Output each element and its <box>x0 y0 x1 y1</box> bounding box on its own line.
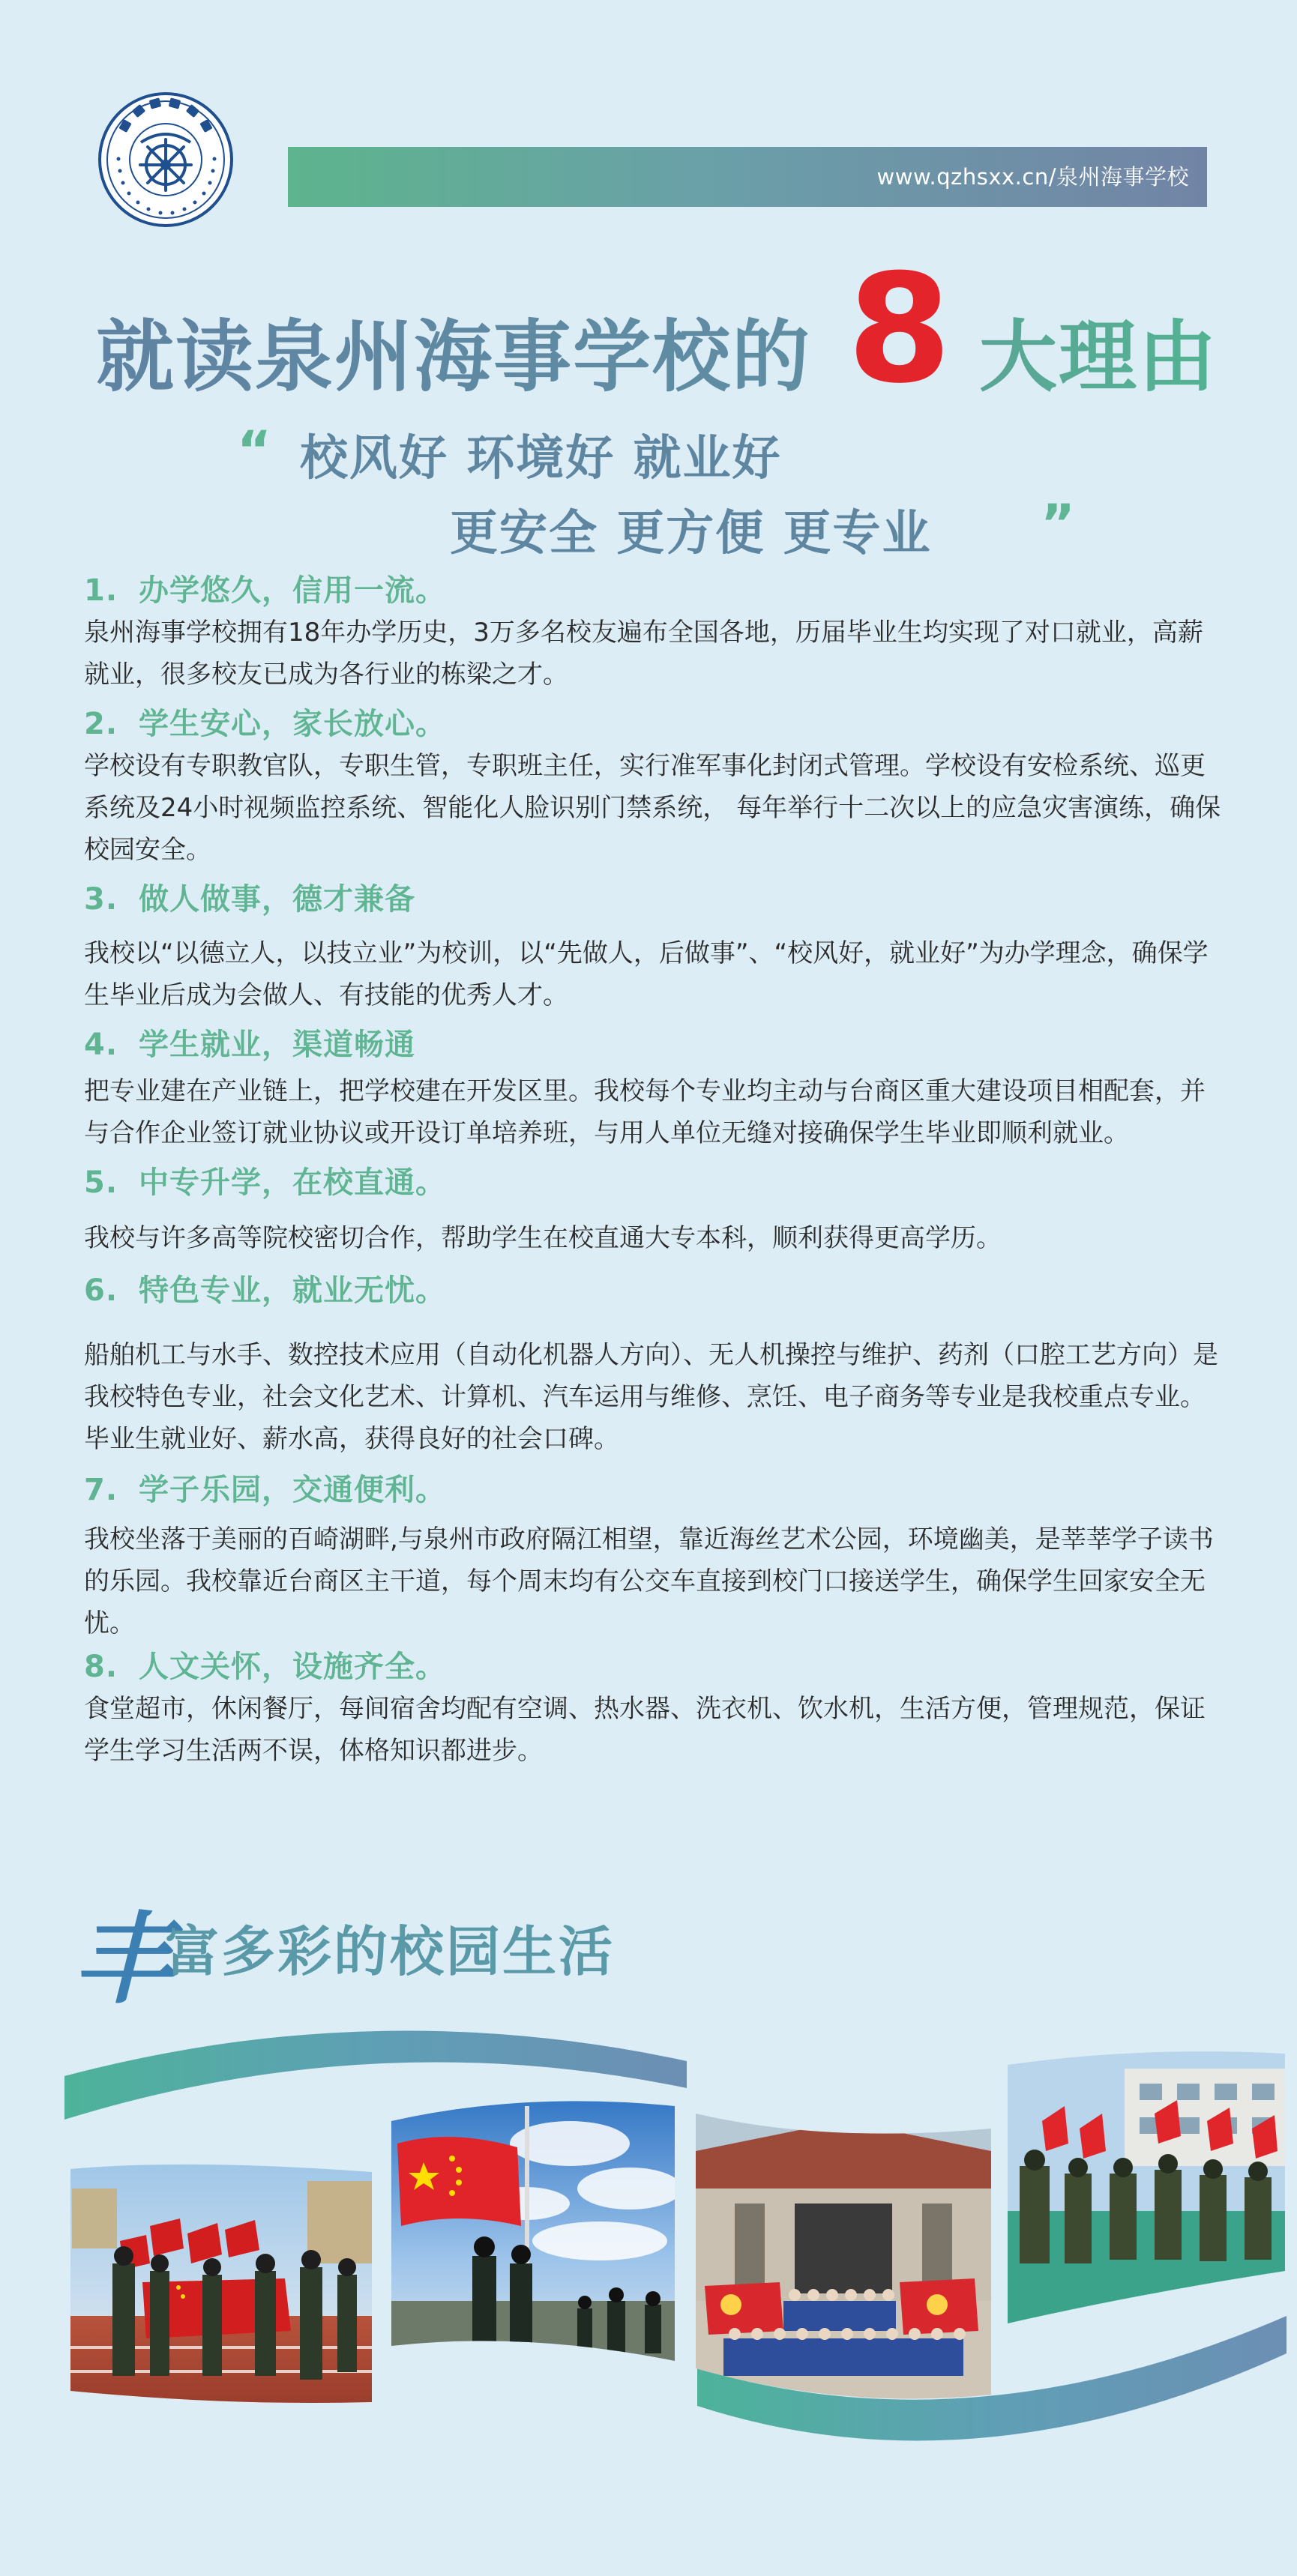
reason-heading: 人文关怀，设施齐全。 <box>139 1650 447 1684</box>
reason-body: 我校坐落于美丽的百崎湖畔,与泉州市政府隔江相望，靠近海丝艺术公园，环境幽美，是莘莘学子读书的乐园。我校靠近台商区主干道，每个周末均有公交车直接到校门口接送学生，确保学生回家安全无忧。 <box>84 1524 1214 1638</box>
reason-number: 2. <box>84 707 118 741</box>
slogan-line-2: 更安全 更方便 更专业 <box>450 506 932 561</box>
march-parade-photo-icon <box>1008 2046 1285 2331</box>
main-title-part2: 大理由 <box>979 294 1218 406</box>
website-banner <box>288 147 1207 207</box>
reason-title <box>84 1024 1224 1066</box>
reason-number: 3. <box>84 882 118 917</box>
school-logo-seal-icon <box>96 90 235 229</box>
reason-number: 7. <box>84 1473 118 1507</box>
reason-body: 我校与许多高等院校密切合作，帮助学生在校直通大专本科，顺利获得更高学历。 <box>84 1223 1002 1253</box>
campus-photo-band <box>0 2016 1297 2481</box>
campus-life-text: 富多彩的校园生活 <box>165 1920 616 1983</box>
reason-number: 5. <box>84 1165 118 1200</box>
reason-section <box>84 878 1224 1016</box>
reason-title <box>84 1162 1224 1204</box>
reason-number: 4. <box>84 1028 118 1062</box>
reason-section <box>84 1162 1224 1259</box>
slogan-open-quote: “ <box>237 420 272 481</box>
reason-body: 泉州海事学校拥有18年办学历史，3万多名校友遍布全国各地，历届毕业生均实现了对口就业，高薪就业，很多校友已成为各行业的栋梁之才。 <box>84 618 1203 690</box>
reason-heading: 学生就业，渠道畅通 <box>139 1028 416 1062</box>
reason-section <box>84 1024 1224 1154</box>
reason-heading: 学子乐园，交通便利。 <box>139 1473 447 1507</box>
reason-title <box>84 878 1224 920</box>
flag-parade-photo-icon <box>70 2159 372 2406</box>
reason-body: 船舶机工与水手、数控技术应用（自动化机器人方向）、无人机操控与维护、药剂（口腔工艺方向）是我校特色专业，社会文化艺术、计算机、汽车运用与维修、烹饪、电子商务等专业是我校重点专业。毕业生就业好、薪水高，获得良好的社会口碑。 <box>84 1340 1218 1454</box>
reason-title <box>84 1646 1224 1688</box>
main-title-part1: 就读泉州海事学校的 <box>96 294 811 406</box>
website-url[interactable]: www.qzhsxx.cn/泉州海事学校 <box>876 164 1189 190</box>
reason-title <box>84 1469 1224 1511</box>
reason-heading: 中专升学，在校直通。 <box>139 1165 447 1200</box>
campus-life-title <box>73 1880 748 2018</box>
reason-section <box>84 703 1224 871</box>
group-photo-building-icon <box>696 2106 991 2421</box>
reason-number: 6. <box>84 1273 118 1308</box>
flag-raising-photo-icon <box>391 2091 682 2368</box>
reason-heading: 学生安心，家长放心。 <box>139 707 447 741</box>
campus-life-lead-char: 丰 <box>73 1901 172 2018</box>
slogan-close-quote: ” <box>1041 493 1076 555</box>
reason-body: 食堂超市，休闲餐厅，每间宿舍均配有空调、热水器、洗衣机、饮水机，生活方便，管理规范，保证学生学习生活两不误，体格知识都进步。 <box>84 1694 1206 1766</box>
main-title-number: 8 <box>847 242 952 417</box>
reason-number: 8. <box>84 1650 118 1684</box>
reason-title <box>84 570 1224 612</box>
main-title <box>96 242 1221 417</box>
reason-body: 我校以“以德立人，以技立业”为校训，以“先做人，后做事”、“校风好，就业好”为办学理念，确保学生毕业后成为会做人、有技能的优秀人才。 <box>84 938 1209 1010</box>
reasons-list <box>84 570 1224 1772</box>
reason-heading: 特色专业，就业无忧。 <box>139 1273 447 1308</box>
slogan-line-1: 校风好 环境好 就业好 <box>300 431 782 486</box>
reason-section <box>84 1646 1224 1772</box>
reason-title <box>84 703 1224 745</box>
reason-number: 1. <box>84 573 118 608</box>
reason-section <box>84 570 1224 696</box>
reason-heading: 做人做事，德才兼备 <box>139 882 416 917</box>
reason-section <box>84 1469 1224 1644</box>
reason-title <box>84 1270 1224 1312</box>
reason-body: 学校设有专职教官队，专职生管，专职班主任，实行准军事化封闭式管理。学校设有安检系统、巡更系统及24小时视频监控系统、智能化人脸识别门禁系统， 每年举行十二次以上的应急灾害演练，确保校园安全。 <box>84 751 1221 865</box>
reason-body: 把专业建在产业链上，把学校建在开发区里。我校每个专业均主动与台商区重大建设项目相配套，并与合作企业签订就业协议或开设订单培养班，与用人单位无缝对接确保学生毕业即顺利就业。 <box>84 1076 1206 1148</box>
reason-heading: 办学悠久，信用一流。 <box>139 573 447 608</box>
reason-section <box>84 1270 1224 1460</box>
